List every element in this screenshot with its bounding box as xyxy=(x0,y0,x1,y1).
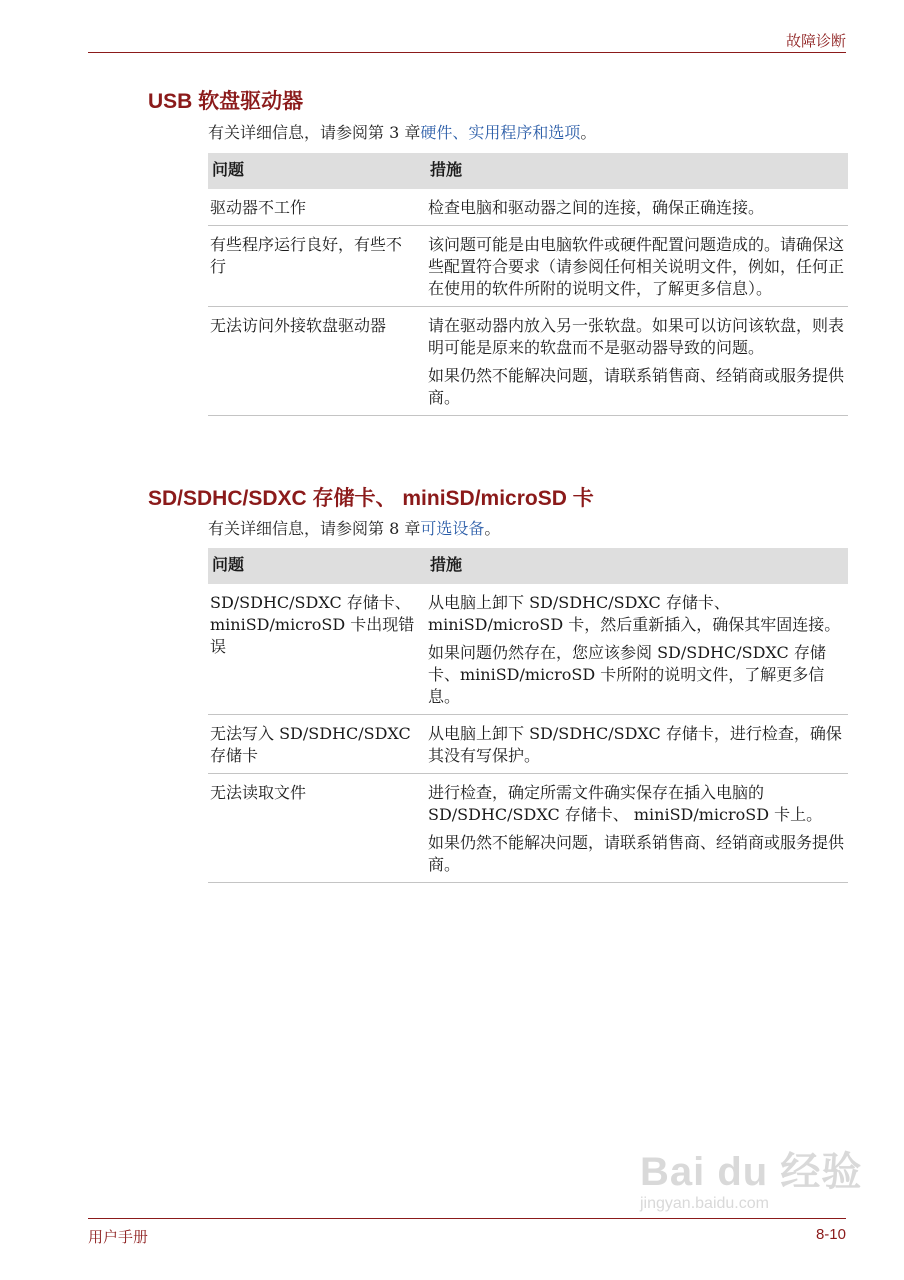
column-header-problem: 问题 xyxy=(208,548,426,584)
problem-cell: 驱动器不工作 xyxy=(208,189,426,226)
troubleshooting-table-sd-card xyxy=(208,548,848,883)
chapter-link[interactable]: 可选设备 xyxy=(420,519,485,538)
section-intro xyxy=(208,516,500,539)
action-paragraph: 检查电脑和驱动器之间的连接，确保正确连接。 xyxy=(428,198,765,217)
action-cell xyxy=(426,307,848,416)
section-title-sd-card: SD/SDHC/SDXC 存储卡、 miniSD/microSD 卡 xyxy=(148,487,594,510)
action-paragraph: 如果仍然不能解决问题，请联系销售商、经销商或服务提供商。 xyxy=(428,833,845,874)
intro-text: 有关详细信息，请参阅第 3 章 xyxy=(208,123,421,142)
footer-manual-name: 用户手册 xyxy=(88,1228,149,1246)
table-row xyxy=(208,307,848,416)
watermark-logo: Bai du 经验 xyxy=(640,1150,863,1194)
running-header: 故障诊断 xyxy=(785,32,846,50)
intro-suffix: 。 xyxy=(580,123,597,142)
table-header-row xyxy=(208,153,848,189)
troubleshooting-table-usb-floppy xyxy=(208,153,848,416)
action-cell xyxy=(426,774,848,883)
intro-suffix: 。 xyxy=(484,519,501,538)
problem-cell: 无法读取文件 xyxy=(208,774,426,883)
problem-cell: 无法访问外接软盘驱动器 xyxy=(208,307,426,416)
action-paragraph: 如果仍然不能解决问题，请联系销售商、经销商或服务提供商。 xyxy=(428,366,845,407)
action-cell xyxy=(426,226,848,307)
table-row xyxy=(208,715,848,774)
action-paragraph: 进行检查，确定所需文件确实保存在插入电脑的 SD/SDHC/SDXC 存储卡、 miniSD/microSD 卡上。 xyxy=(428,783,823,824)
header-rule xyxy=(88,52,846,53)
action-paragraph: 如果问题仍然存在，您应该参阅 SD/SDHC/SDXC 存储卡、miniSD/microSD 卡所附的说明文件，了解更多信息。 xyxy=(428,643,826,706)
action-cell xyxy=(426,189,848,226)
table-row xyxy=(208,189,848,226)
action-cell xyxy=(426,715,848,774)
intro-text: 有关详细信息，请参阅第 8 章 xyxy=(208,519,421,538)
section-title-usb-floppy: USB 软盘驱动器 xyxy=(148,90,304,113)
problem-cell: SD/SDHC/SDXC 存储卡、 miniSD/microSD 卡出现错误 xyxy=(208,584,426,715)
column-header-action: 措施 xyxy=(426,548,848,584)
page-number: 8-10 xyxy=(815,1226,846,1243)
table-header-row xyxy=(208,548,848,584)
table-row xyxy=(208,584,848,715)
section-intro xyxy=(208,120,596,143)
table-row xyxy=(208,774,848,883)
column-header-action: 措施 xyxy=(426,153,848,189)
action-paragraph: 该问题可能是由电脑软件或硬件配置问题造成的。请确保这些配置符合要求（请参阅任何相关说明文件，例如，任何正在使用的软件所附的说明文件，了解更多信息）。 xyxy=(428,235,845,298)
chapter-link[interactable]: 硬件、实用程序和选项 xyxy=(420,123,581,142)
column-header-problem: 问题 xyxy=(208,153,426,189)
table-row xyxy=(208,226,848,307)
action-paragraph: 请在驱动器内放入另一张软盘。如果可以访问该软盘，则表明可能是原来的软盘而不是驱动器导致的问题。 xyxy=(428,316,845,357)
action-paragraph: 从电脑上卸下 SD/SDHC/SDXC 存储卡，进行检查，确保其没有写保护。 xyxy=(428,724,842,765)
watermark xyxy=(640,1140,862,1213)
watermark-url: jingyan.baidu.com xyxy=(640,1195,769,1212)
footer-rule xyxy=(88,1218,846,1219)
problem-cell: 有些程序运行良好，有些不行 xyxy=(208,226,426,307)
problem-cell: 无法写入 SD/SDHC/SDXC 存储卡 xyxy=(208,715,426,774)
action-paragraph: 从电脑上卸下 SD/SDHC/SDXC 存储卡、miniSD/microSD 卡，然后重新插入，确保其牢固连接。 xyxy=(428,593,841,634)
action-cell xyxy=(426,584,848,715)
